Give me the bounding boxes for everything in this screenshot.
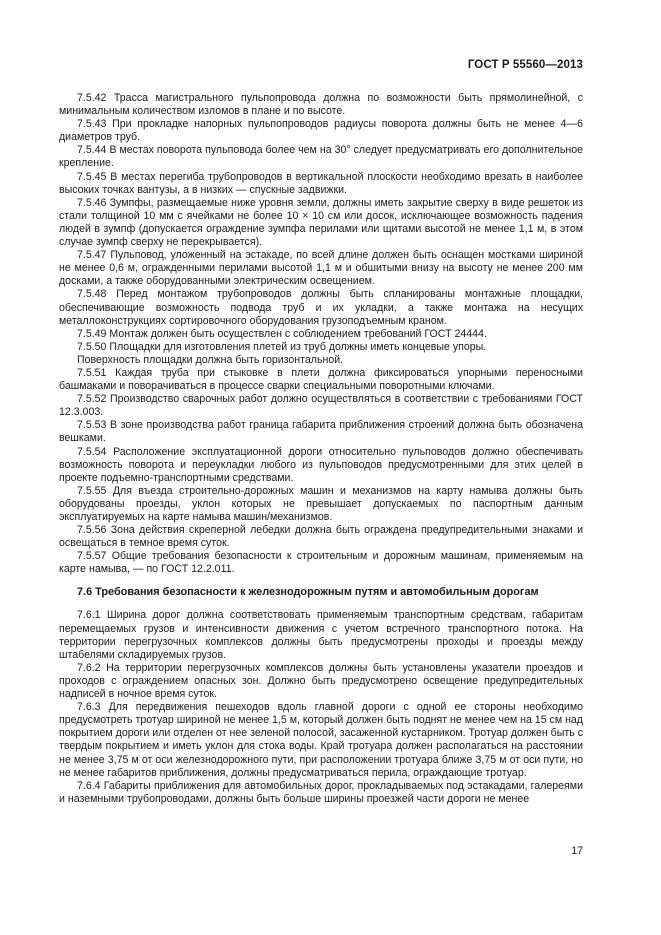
paragraph-7-5-54: 7.5.54 Расположение эксплуатационной дороги относительно пульповодов должно обеспечивать возможность поворота и переукладки любого из пульповодов предусмотренными для этих целей в проекте подъемно-транспортными средствами. <box>59 445 583 484</box>
paragraph-7-6-4: 7.6.4 Габариты приближения для автомобильных дорог, прокладываемых под эстакадами, галереями и наземными трубопроводами, должны быть больше ширины проезжей части дороги не менее <box>59 779 583 805</box>
section-title-7-6: 7.6 Требования безопасности к железнодорожным путям и автомобильным дорогам <box>77 586 539 599</box>
paragraph-7-6-1: 7.6.1 Ширина дорог должна соответствовать применяемым транспортным средствам, габаритам перемещаемых грузов и интенсивности движения с учетом встречного транспортного потока. На территории перегрузочных комплексов должны быть предусмотрены проходы и проезды между штабелями складируемых грузов. <box>59 609 583 661</box>
paragraph-7-5-49: 7.5.49 Монтаж должен быть осуществлен с соблюдением требований ГОСТ 24444. <box>77 327 487 340</box>
paragraph-7-5-56: 7.5.56 Зона действия скреперной лебедки должна быть ограждена предупредительными знаками и освещаться в темное время суток. <box>59 524 583 550</box>
paragraph-7-6-2: 7.6.2 На территории перегрузочных комплексов должны быть установлены указатели проездов и проходов с ограждением опасных зон. Должно быть предусмотрено освещение предупредительных надписей в ночное время суток. <box>59 661 583 701</box>
standard-code: ГОСТ Р 55560—2013 <box>467 59 583 71</box>
paragraph-7-5-53: 7.5.53 В зоне производства работ граница габарита приближения строений должна быть обозначена вешками. <box>59 419 583 445</box>
paragraph-7-5-55: 7.5.55 Для въезда строительно-дорожных машин и механизмов на карту намыва должны быть оборудованы проезды, уклон которых не превышает допускаемых по паспортным данным эксплуатируемых на карте намыва машин/механизмов. <box>59 484 583 523</box>
paragraph-7-5-46: 7.5.46 Зумпфы, размещаемые ниже уровня земли, должны иметь закрытие сверху в виде решеток из стали толщиной 10 мм с ячейками не более 10 × 10 см или досок, исключающее возможность падения людей в зумпф (допускается ограждение зумпфа перилами или щитами высотой не менее 1,1 м, в этом случае зумпф сверху не перекрывается). <box>59 196 583 249</box>
paragraph-7-5-45: 7.5.45 В местах перегиба трубопроводов в вертикальной плоскости необходимо врезать в наиболее высоких точках вантузы, а в низких — спускные задвижки. <box>59 170 583 196</box>
paragraph-7-5-44: 7.5.44 В местах поворота пульповода более чем на 30° следует предусматривать его дополнительное крепление. <box>59 144 583 170</box>
paragraph-7-5-50: 7.5.50 Площадки для изготовления плетей из труб должны иметь концевые упоры. <box>77 340 487 353</box>
paragraph-7-5-51: 7.5.51 Каждая труба при стыковке в плети должна фиксироваться упорными переносными башмаками и поворачиваться в процессе сварки специальными поворотными ключами. <box>59 366 583 393</box>
paragraph-7-5-47: 7.5.47 Пульповод, уложенный на эстакаде, по всей длине должен быть оснащен мостками шириной не менее 0,6 м, огражденными перилами высотой 1,1 м и обшитыми внизу на высоту не менее 200 мм досками, а также оборудованными электрическим освещением. <box>59 249 583 288</box>
paragraph-7-5-52: 7.5.52 Производство сварочных работ должно осуществляться в соответствии с требованиями ГОСТ 12.3.003. <box>59 393 583 419</box>
paragraph-7-6-3: 7.6.3 Для передвижения пешеходов вдоль главной дороги с одной ее стороны необходимо предусмотреть тротуар шириной не менее 1,5 м, который должен быть поднят не менее чем на 15 см над покрытием дороги или отделен от нее зеленой полосой, засаженной кустарником. Тротуар должен быть с твердым покрытием и иметь уклон для стока воды. Край тротуара должен располагаться на расстоянии не менее 3,75 м от оси железнодорожного пути, при расположении тротуара ближе 3,75 м от оси пути, но не менее габаритов приближения, должны предусматриваться перила, ограждающие тротуар. <box>59 701 583 779</box>
paragraph-7-5-43: 7.5.43 При прокладке напорных пульпопроводов радиусы поворота должны быть не менее 4—6 диаметров труб. <box>59 118 583 144</box>
page-number: 17 <box>571 845 583 857</box>
page-body <box>59 92 583 806</box>
paragraph-7-5-57: 7.5.57 Общие требования безопасности к строительным и дорожным машинам, применяемым на карте намыва, — по ГОСТ 12.2.011. <box>59 550 583 576</box>
paragraph-7-5-42: 7.5.42 Трасса магистрального пульпопровода должна по возможности быть прямолинейной, с минимальным количеством изломов в плане и по высоте. <box>59 92 583 118</box>
paragraph-7-5-48: 7.5.48 Перед монтажом трубопроводов должны быть спланированы монтажные площадки, обеспечивающие возможность подвода труб и их укладки, а также монтажа на несущих металлоконструкциях сортировочного оборудования грузоподъемным краном. <box>59 288 583 327</box>
paragraph-7-5-50-cont: Поверхность площадки должна быть горизонтальной. <box>77 353 344 366</box>
